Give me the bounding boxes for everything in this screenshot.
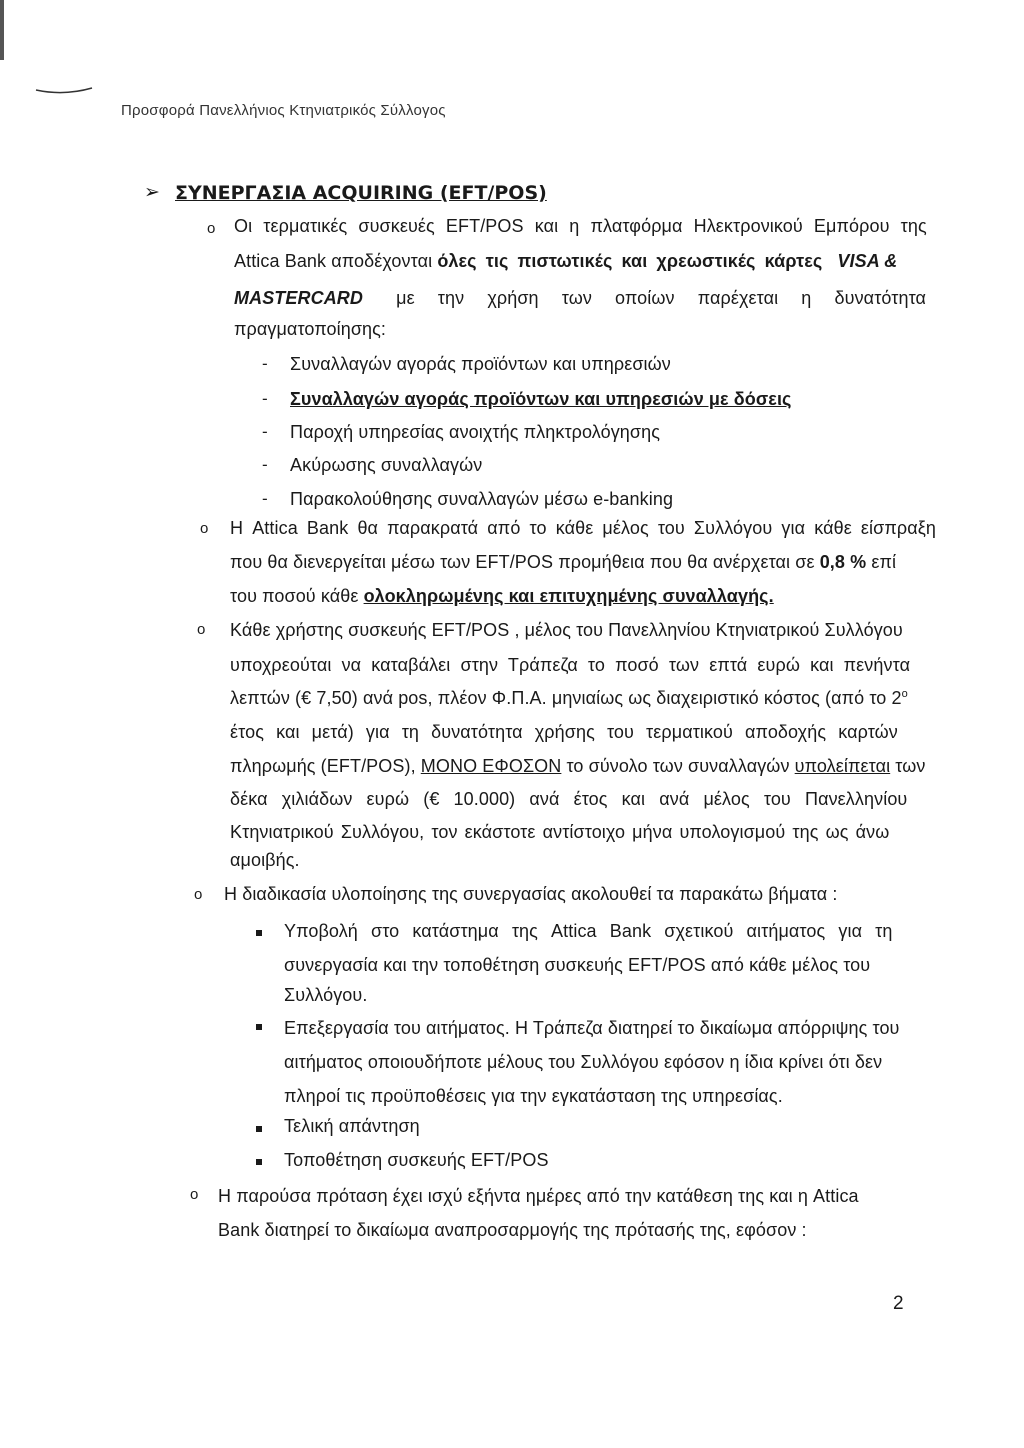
pen-stroke-mark [34,60,154,100]
item1-line2 [234,251,897,272]
item3-line5 [230,756,926,777]
page-header: Προσφορά Πανελλήνιος Κτηνιατρικός Σύλλογος [121,102,446,119]
item1-sub5: Παρακολούθησης συναλλαγών μέσω e-banking [290,489,674,509]
item4-line1: Η διαδικασία υλοποίησης της συνεργασίας ακολουθεί τα παρακάτω βήματα : [224,884,838,904]
item1-line1: Οι τερματικές συσκευές EFT/POS και η πλατφόρμα Ηλεκτρονικού Εμπόρου της [234,216,927,236]
item4-step1-line3: Συλλόγου. [284,985,368,1005]
item5-line1: Η παρούσα πρόταση έχει ισχύ εξήντα ημέρες από την κατάθεση της και η Attica [218,1186,859,1206]
item1-sub1: Συναλλαγών αγοράς προϊόντων και υπηρεσιών [290,354,671,374]
item3-line2: υποχρεούται να καταβάλει στην Τράπεζα το ποσό των επτά ευρώ και πενήντα [230,655,911,675]
circle-bullet: o [190,1186,199,1203]
item3-line5-mid: το σύνολο των συναλλαγών [561,756,795,776]
circle-bullet: o [197,621,206,638]
square-bullet [256,930,262,936]
item2-line2-text: που θα διενεργείται μέσω των EFT/POS προμήθεια που θα ανέρχεται σε [230,552,820,572]
item3-line5-end: των [890,756,926,776]
square-bullet [256,1126,262,1132]
item1-visa-bold: VISA & [837,251,898,271]
circle-bullet: o [207,220,216,237]
item1-line3-text: με την χρήση των οποίων παρέχεται η δυνατότητα [396,288,927,308]
item4-step2-line1: Επεξεργασία του αιτήματος. Η Τράπεζα διατηρεί το δικαίωμα απόρριψης του [284,1018,900,1038]
item4-step1-line1: Υποβολή στο κατάστημα της Attica Bank σχετικού αιτήματος για τη [284,921,893,941]
item1-sub2: Συναλλαγών αγοράς προϊόντων και υπηρεσιών με δόσεις [290,389,792,409]
item4-step1-line2: συνεργασία και την τοποθέτηση συσκευής EFT/POS από κάθε μέλος του [284,955,871,975]
item3-superscript: ο [901,688,908,700]
circle-bullet: o [200,520,209,537]
item4-step3: Τελική απάντηση [284,1116,420,1136]
item3-line1: Κάθε χρήστης συσκευής EFT/POS , μέλος του Πανελληνίου Κτηνιατρικού Συλλόγου [230,620,903,640]
dash-bullet: - [262,354,268,373]
item4-step2-line3: πληροί τις προϋποθέσεις για την εγκατάσταση της υπηρεσίας. [284,1086,783,1106]
item3-line3 [230,688,908,709]
dash-bullet: - [262,389,268,408]
item3-line4: έτος και μετά) για τη δυνατότητα χρήσης του τερματικού αποδοχής καρτών [230,722,898,742]
item2-line2-end: επί [866,552,897,572]
item3-line3-text: λεπτών (€ 7,50) ανά pos, πλέον Φ.Π.Α. μηνιαίως ως διαχειριστικό κόστος (από το 2 [230,688,902,708]
section-bullet-arrow: ➢ [144,182,160,203]
item2-line3-text: του ποσού κάθε [230,586,364,606]
scan-edge [0,0,4,60]
item2-rate-bold: 0,8 % [819,552,867,572]
item1-sub3: Παροχή υπηρεσίας ανοιχτής πληκτρολόγησης [290,422,661,442]
item2-line1: Η Attica Bank θα παρακρατά από το κάθε μέλος του Συλλόγου για κάθε είσπραξη [230,518,936,538]
page-number: 2 [893,1293,904,1314]
square-bullet [256,1024,262,1030]
item4-step4: Τοποθέτηση συσκευής EFT/POS [284,1150,549,1170]
item5-line2: Bank διατηρεί το δικαίωμα αναπροσαρμογής της πρότασής της, εφόσον : [218,1220,807,1240]
square-bullet [256,1159,262,1165]
item3-line5-text: πληρωμής (EFT/POS), [230,756,421,776]
item3-line7: Κτηνιατρικού Συλλόγου, τον εκάστοτε αντίστοιχο μήνα υπολογισμού της ως άνω [230,822,890,842]
item3-line6: δέκα χιλιάδων ευρώ (€ 10.000) ανά έτος και ανά μέλος του Πανελληνίου [230,789,908,809]
dash-bullet: - [262,422,268,441]
item1-mastercard-bold: MASTERCARD [234,288,363,308]
item1-line4: πραγματοποίησης: [234,319,387,339]
item3-line8: αμοιβής. [230,850,300,870]
dash-bullet: - [262,489,268,508]
item1-line3 [234,288,926,309]
item2-completed-transaction: ολοκληρωμένης και επιτυχημένης συναλλαγής. [363,586,774,606]
item3-only-if: ΜΟΝΟ ΕΦΟΣΟΝ [420,756,562,776]
item3-falls-short: υπολείπεται [794,756,891,776]
item1-sub4: Ακύρωσης συναλλαγών [290,455,483,475]
circle-bullet: o [194,886,203,903]
item2-line2 [230,552,896,573]
dash-bullet: - [262,455,268,474]
item2-line3 [230,586,774,607]
item1-cards-bold: όλες τις πιστωτικές και χρεωστικές κάρτες [437,251,823,271]
item1-line2-text: Attica Bank αποδέχονται [234,251,438,271]
item4-step2-line2: αιτήματος οποιουδήποτε μέλους του Συλλόγου εφόσον η ίδια κρίνει ότι δεν [284,1052,883,1072]
section-title: ΣΥΝΕΡΓΑΣΙΑ ACQUIRING (EFT/POS) [175,182,547,204]
